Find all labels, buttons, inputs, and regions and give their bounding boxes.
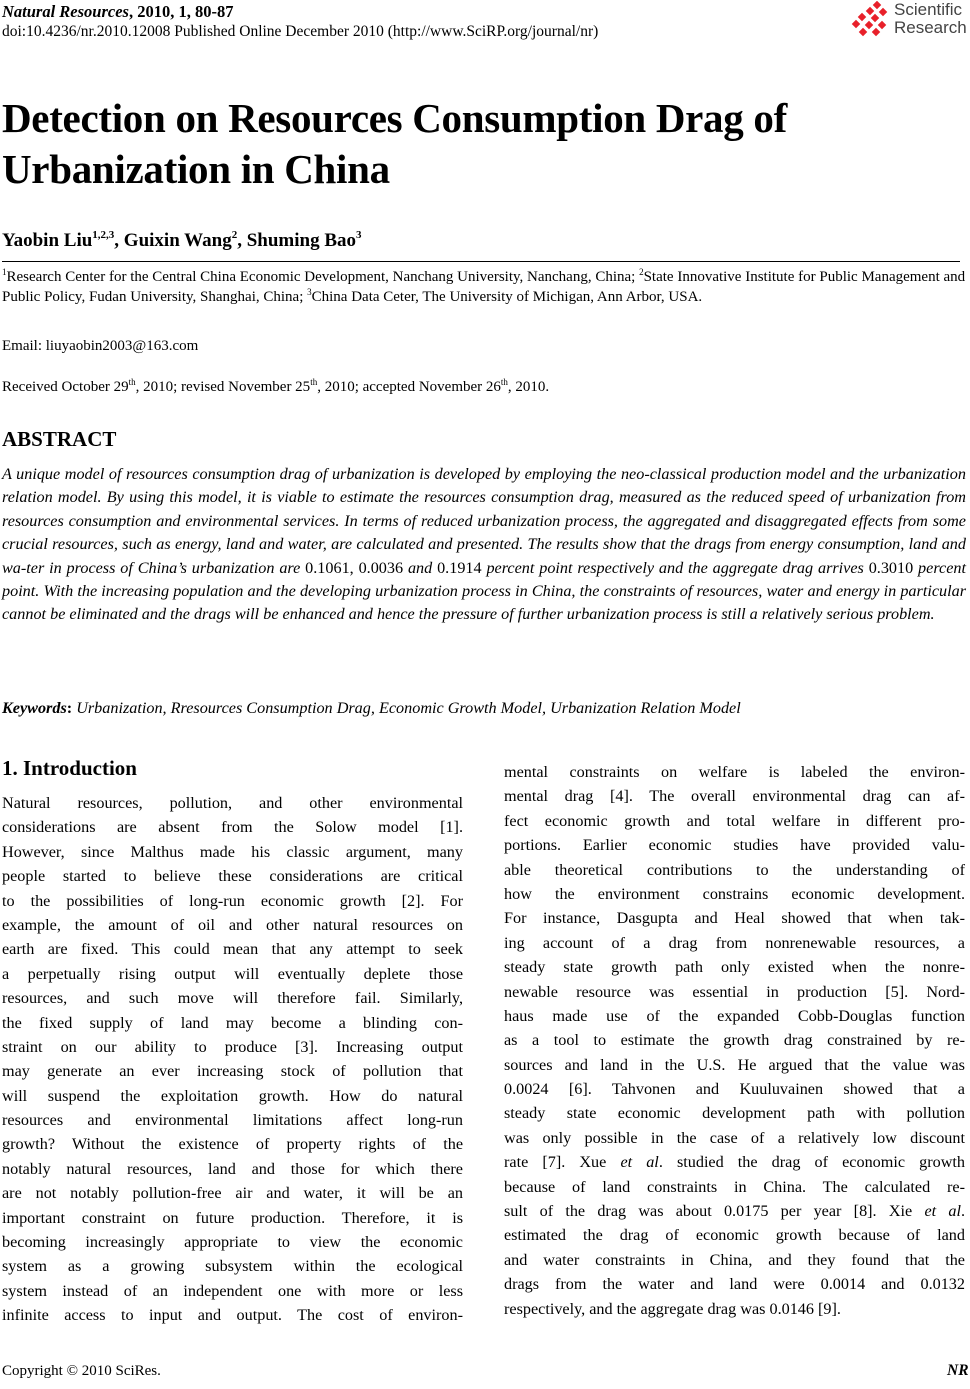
text-line: mental drag [4]. The overall environmental drag can af- xyxy=(504,787,965,806)
title-line-2: Urbanization in China xyxy=(2,146,390,192)
text-line: Natural resources, pollution, and other environmental xyxy=(2,794,463,812)
abstract-body xyxy=(2,463,966,627)
text-line: steady state growth path only existed when the nonre- xyxy=(504,958,965,977)
text-line: able theoretical contributions to the understanding of xyxy=(504,860,965,879)
affiliation-2: State Innovative Institute for Public Management and Public Policy, Fudan University, Shanghai, China; xyxy=(2,269,966,305)
affil-marker: 1 xyxy=(2,267,7,277)
text-line: a perpetually rising output will eventually deplete those xyxy=(2,964,463,983)
text-line: resources and environmental limitations affect long-run xyxy=(2,1111,463,1130)
text-run: rate [7]. Xue xyxy=(504,1153,621,1172)
text-line: ing account of a drag from nonrenewable resources, a xyxy=(504,933,965,952)
body-column-left xyxy=(2,791,463,1328)
author-separator: , xyxy=(114,230,124,251)
section-heading: 1. Introduction xyxy=(2,756,137,780)
header-divider xyxy=(2,261,960,262)
journal-name: Natural Resources xyxy=(2,2,129,21)
text-run: sult of the drag was about 0.0175 per year [8]. Xie xyxy=(504,1202,925,1221)
journal-abbreviation: NR xyxy=(947,1362,969,1379)
text-line: earth are fixed. This could mean that any attempt to seek xyxy=(2,940,463,959)
author-affil-marker: 1,2,3 xyxy=(92,229,115,241)
ordinal-suffix: th xyxy=(128,377,136,387)
text-line: respectively, and the aggregate drag was 0.0146 [9]. xyxy=(504,1299,841,1318)
et-al: et al xyxy=(924,1202,961,1221)
text-line: resources, and such move will therefore fail. Similarly, xyxy=(2,989,463,1008)
text-line: system as a growing subsystem within the ecological xyxy=(2,1257,463,1276)
text-line: estimated the drag of economic growth because of land xyxy=(504,1226,965,1245)
text-line: mental constraints on welfare is labeled the environ- xyxy=(504,763,965,781)
abstract-text: percent point. With the increasing population and the developing urbanization process in China, the constraints of resources, water and energy in particular cannot be eliminated and the drags will be enhanced and hence the pressure of further urbanization process is still a relatively serious problem. xyxy=(2,558,966,624)
text-run: . xyxy=(960,1202,965,1221)
paper-title xyxy=(2,93,902,195)
text-line: will suspend the exploitation growth. How do natural xyxy=(2,1086,463,1105)
copyright-notice: Copyright © 2010 SciRes. xyxy=(2,1363,161,1379)
doi-line: doi:10.4236/nr.2010.12008 Published Online December 2010 (http://www.SciRP.org/journal/nr) xyxy=(2,23,599,40)
text-line: to the possibilities of long-run economic growth [2]. For xyxy=(2,891,463,910)
abstract-text: and xyxy=(403,558,438,577)
text-line: and water constraints in China, and they found that the xyxy=(504,1250,965,1269)
author-list xyxy=(2,229,362,253)
text-line xyxy=(504,1150,965,1174)
text-line: how the environment constrains economic development. xyxy=(504,884,965,903)
text-line: infinite access to input and output. The cost of environ- xyxy=(2,1306,463,1325)
text-line: haus made use of the expanded Cobb-Douglas function xyxy=(504,1006,965,1025)
text-line: system instead of an independent one with more or less xyxy=(2,1281,463,1300)
affiliation-1: Research Center for the Central China Economic Development, Nanchang University, Nanchang, China; xyxy=(6,269,640,285)
keywords-label: Keywords xyxy=(2,699,67,717)
text-line: may generate an ever increasing stock of pollution that xyxy=(2,1062,463,1081)
affiliations xyxy=(2,268,966,307)
text-line: sources and land in the U.S. He argued that the value was xyxy=(504,1055,965,1074)
author-affil-marker: 2 xyxy=(231,229,238,241)
text-line: because of land constraints in China. The calculated re- xyxy=(504,1177,965,1196)
revised-text: , 2010; revised November 25 xyxy=(135,379,311,395)
text-line: example, the amount of oil and other natural resources on xyxy=(2,915,463,934)
ordinal-suffix: th xyxy=(310,377,318,387)
text-line: people started to believe these considerations are critical xyxy=(2,867,463,886)
text-line: important constraint on future production. Therefore, it is xyxy=(2,1208,463,1227)
author-separator: , xyxy=(237,230,247,251)
text-line: growth? Without the existence of property rights of the xyxy=(2,1135,463,1154)
journal-issue: , 2010, 1, 80-87 xyxy=(128,2,234,21)
keywords-colon: : xyxy=(66,699,77,717)
accepted-year: , 2010. xyxy=(507,379,550,395)
logo-line-1: Scientific xyxy=(894,0,963,19)
publisher-logo xyxy=(850,1,970,41)
text-line: notably natural resources, land and those for which there xyxy=(2,1159,463,1178)
received-dates xyxy=(2,377,549,397)
author-name: Guixin Wang xyxy=(123,230,232,251)
logo-line-2: Research xyxy=(894,18,967,37)
text-line: fect economic growth and total welfare in different pro- xyxy=(504,811,965,830)
abstract-value: 0.1914 xyxy=(437,558,482,577)
abstract-text: A unique model of resources consumption drag of urbanization is developed by employing the neo-classical production model and the urbanization relation model. By using this model, it is viable to estimate the resources consumption drag, measured as the reduced speed of urbanization from resources consumption and environmental services. In terms of reduced urbanization process, the aggregated and disaggregated effects from some crucial resources, such as energy, land and water, are calculated and presented. The results show that the drags from energy consumption, land and wa-ter in process of China’s urbanization are xyxy=(2,465,966,577)
affil-marker: 3 xyxy=(307,286,312,297)
text-line: newable resource was essential in production [5]. Nord- xyxy=(504,982,965,1001)
journal-citation xyxy=(2,2,233,22)
text-line: However, since Malthus made his classic argument, many xyxy=(2,842,463,861)
accepted-text: , 2010; accepted November 26 xyxy=(317,379,501,395)
affiliation-3: China Data Ceter, The University of Michigan, Ann Arbor, USA. xyxy=(311,288,703,305)
text-line: considerations are absent from the Solow model [1]. xyxy=(2,818,463,837)
text-line: drags from the water and land were 0.0014 and 0.0132 xyxy=(504,1275,965,1294)
text-line: the fixed supply of land may become a blinding con- xyxy=(2,1013,463,1032)
keywords-list: Urbanization, Rresources Consumption Drag, Economic Growth Model, Urbanization Relation Model xyxy=(76,699,741,717)
keywords xyxy=(2,697,966,719)
text-line: straint on our ability to produce [3]. Increasing output xyxy=(2,1037,463,1056)
text-line: For instance, Dasgupta and Heal showed that when tak- xyxy=(504,909,965,928)
abstract-value: 0.3010 xyxy=(868,558,914,577)
author-name: Shuming Bao xyxy=(246,230,356,251)
abstract-value: 0.1061, 0.0036 xyxy=(305,558,404,577)
et-al: et al xyxy=(620,1153,659,1172)
body-column-right xyxy=(504,760,965,1321)
received-text: Received October 29 xyxy=(2,379,129,395)
text-line: becoming increasingly appropriate to view the economic xyxy=(2,1233,463,1252)
text-line: was only possible in the case of a relatively low discount xyxy=(504,1128,965,1147)
text-line: 0.0024 [6]. Tahvonen and Kuuluvainen showed that a xyxy=(504,1080,965,1099)
text-line: steady state economic development path with pollution xyxy=(504,1104,965,1123)
ordinal-suffix: th xyxy=(500,377,508,387)
title-line-1: Detection on Resources Consumption Drag of xyxy=(2,95,787,141)
contact-email: Email: liuyaobin2003@163.com xyxy=(2,338,199,354)
text-run: . studied the drag of economic growth xyxy=(658,1153,965,1172)
abstract-text: percent point respectively and the aggregate drag arrives xyxy=(481,558,869,577)
text-line xyxy=(504,1199,965,1223)
diamond-grid-icon xyxy=(850,1,892,39)
author-name: Yaobin Liu xyxy=(2,230,93,251)
text-line: portions. Earlier economic studies have provided valu- xyxy=(504,836,965,855)
author-affil-marker: 3 xyxy=(356,229,362,241)
abstract-heading: ABSTRACT xyxy=(2,427,117,451)
text-line: are not notably pollution-free air and water, it will be an xyxy=(2,1184,463,1203)
affil-marker: 2 xyxy=(639,267,644,277)
text-line: as a tool to estimate the growth drag constrained by re- xyxy=(504,1031,965,1050)
